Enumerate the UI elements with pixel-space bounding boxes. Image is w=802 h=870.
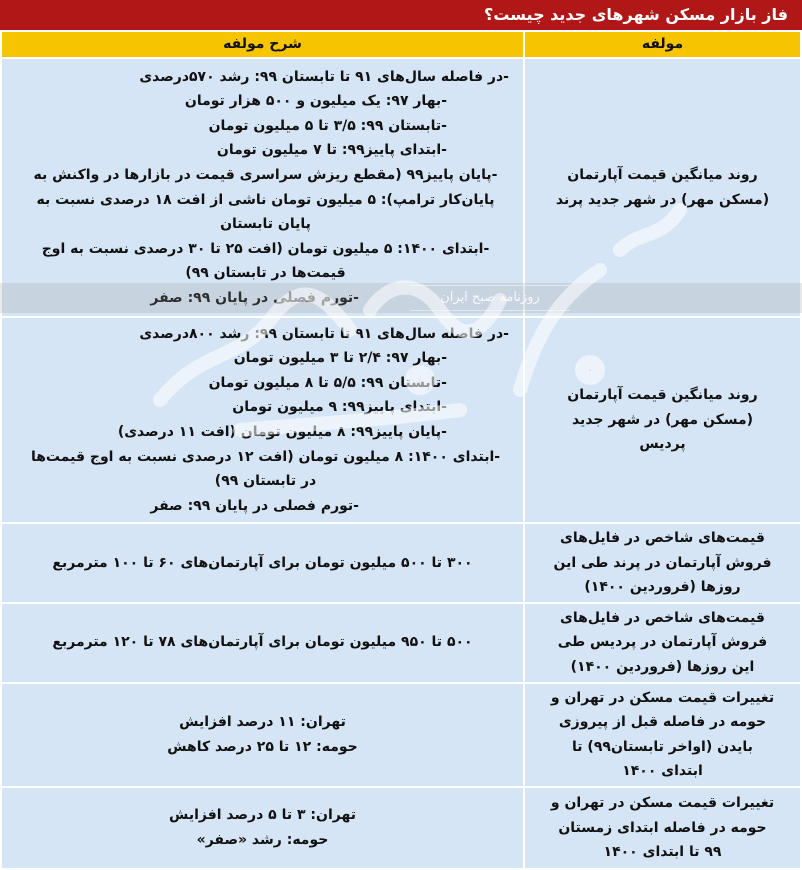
description-cell bbox=[1, 683, 524, 787]
component-cell bbox=[524, 317, 801, 523]
description-cell bbox=[1, 523, 524, 603]
desc-line: حومه: ۱۲ تا ۲۵ درصد کاهش bbox=[167, 738, 358, 755]
description-cell bbox=[1, 58, 524, 317]
desc-line: -در فاصله سال‌های ۹۱ تا تابستان ۹۹: رشد ۵۷۰درصدی bbox=[139, 68, 509, 85]
desc-line: -تورم فصلی در پایان ۹۹: صفر bbox=[150, 289, 359, 306]
desc-line: حومه: رشد «صفر» bbox=[196, 831, 329, 848]
desc-line: -بهار ۹۷: ۲/۴ تا ۳ میلیون تومان bbox=[233, 350, 447, 367]
desc-line: تهران: ۱۱ درصد افزایش bbox=[179, 714, 346, 731]
desc-line: ۳۰۰ تا ۵۰۰ میلیون تومان برای آپارتمان‌های ۶۰ تا ۱۰۰ مترمربع bbox=[52, 554, 473, 571]
desc-line: -تورم فصلی در پایان ۹۹: صفر bbox=[150, 497, 359, 514]
data-table bbox=[0, 30, 802, 870]
watermark-caption: روزنامه صبح ایران bbox=[410, 285, 570, 311]
desc-line: -پایان پاییز۹۹ (مقطع ریزش سراسری قیمت در بازارها در واکنش به پایان‌کار ترامپ): ۵ میلیون تومان ناشی از افت ۱۸ درصدی نسبت به پایان تابستان bbox=[33, 166, 498, 233]
header-description: شرح مولفه bbox=[1, 31, 524, 58]
component-cell bbox=[524, 683, 801, 787]
table-row bbox=[1, 523, 801, 603]
component-text: تغییرات قیمت مسکن در تهران و حومه در فاصله قبل از پیروزی بایدن (اواخر تابستان۹۹) تا ابتدای ۱۴۰۰ bbox=[550, 689, 775, 780]
desc-line: -ابتدای پاییز۹۹: تا ۷ میلیون تومان bbox=[216, 142, 447, 159]
component-text: قیمت‌های شاخص در فایل‌های فروش آپارتمان در پردیس طی این روزها (فروردین ۱۴۰۰) bbox=[557, 609, 768, 675]
desc-line: تهران: ۳ تا ۵ درصد افزایش bbox=[169, 807, 356, 824]
desc-line: -تابستان ۹۹: ۵/۵ تا ۸ میلیون تومان bbox=[208, 374, 447, 391]
desc-line: -ابتدای ۱۴۰۰: ۵ میلیون تومان (افت ۲۵ تا ۳۰ درصدی نسبت به اوج قیمت‌ها در تابستان ۹۹) bbox=[41, 240, 490, 282]
header-row bbox=[1, 31, 801, 58]
description-cell bbox=[1, 603, 524, 683]
table-row bbox=[1, 603, 801, 683]
desc-line: -پایان پاییز۹۹: ۸ میلیون تومان (افت ۱۱ درصدی) bbox=[117, 424, 447, 440]
header-component: مولفه bbox=[524, 31, 801, 58]
page-title: فاز بازار مسکن شهرهای جدید چیست؟ bbox=[0, 0, 802, 30]
table-row bbox=[1, 58, 801, 317]
component-text: روند میانگین قیمت آپارتمان (مسکن مهر) در شهر جدید پردیس bbox=[567, 387, 758, 453]
desc-line: -ابتدای پاییز۹۹: ۹ میلیون تومان bbox=[232, 399, 447, 416]
component-text: روند میانگین قیمت آپارتمان (مسکن مهر) در شهر جدید پرند bbox=[555, 166, 770, 208]
desc-line: -تابستان ۹۹: ۳/۵ تا ۵ میلیون تومان bbox=[208, 117, 447, 134]
component-cell bbox=[524, 58, 801, 317]
component-text: قیمت‌های شاخص در فایل‌های فروش آپارتمان در پرند طی این روزها (فروردین ۱۴۰۰) bbox=[553, 530, 772, 596]
description-cell bbox=[1, 317, 524, 523]
component-cell bbox=[524, 603, 801, 683]
component-text: تغییرات قیمت مسکن در تهران و حومه در فاصله ابتدای زمستان ۹۹ تا ابتدای ۱۴۰۰ bbox=[550, 795, 775, 861]
desc-line: -ابتدای ۱۴۰۰: ۸ میلیون تومان (افت ۱۲ درصدی نسبت به اوج قیمت‌ها در تابستان ۹۹) bbox=[30, 448, 501, 490]
table-row bbox=[1, 317, 801, 523]
component-cell bbox=[524, 523, 801, 603]
table-row bbox=[1, 683, 801, 787]
desc-line: -بهار ۹۷: یک میلیون و ۵۰۰ هزار تومان bbox=[184, 93, 447, 110]
desc-line: ۵۰۰ تا ۹۵۰ میلیون تومان برای آپارتمان‌های ۷۸ تا ۱۲۰ مترمربع bbox=[52, 634, 473, 651]
desc-line: -در فاصله سال‌های ۹۱ تا تابستان ۹۹: رشد ۸۰۰درصدی bbox=[139, 325, 509, 342]
